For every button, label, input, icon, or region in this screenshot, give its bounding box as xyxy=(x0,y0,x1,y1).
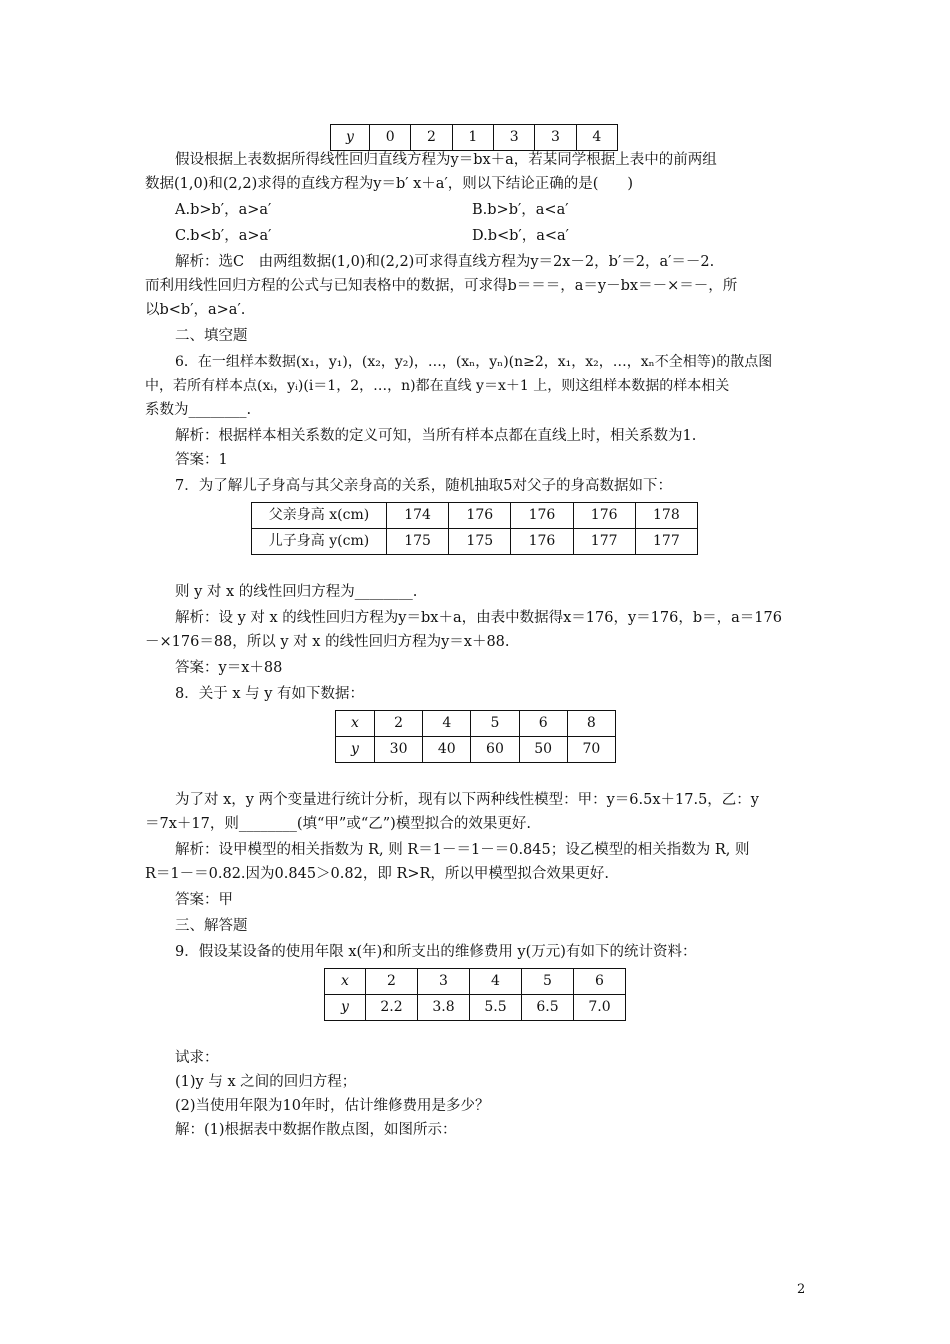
q7-analysis-line-2: －×176＝88，所以 y 对 x 的线性回归方程为y＝x＋88. xyxy=(145,634,510,650)
table-cell: 30 xyxy=(375,737,423,763)
table-header-cell: x xyxy=(336,711,375,737)
table-cell: 2 xyxy=(366,969,418,995)
table-header-cell: y xyxy=(331,125,370,151)
q5-analysis-line-3: 以b<b′，a>a′. xyxy=(145,302,246,318)
q9-ask: 试求： xyxy=(175,1050,219,1066)
table-cell: 177 xyxy=(635,529,697,555)
q5-option-c: C.b<b′，a>a′ xyxy=(175,228,272,244)
table-header-cell: x xyxy=(325,969,366,995)
table-cell: 3 xyxy=(535,125,576,151)
table-row xyxy=(331,125,618,151)
q8-analysis-line-2: R＝1－＝0.82.因为0.845＞0.82，即 R>R，所以甲模型拟合效果更好. xyxy=(145,866,610,882)
table-cell: 4 xyxy=(470,969,522,995)
q7-after-table: 则 y 对 x 的线性回归方程为________. xyxy=(175,584,418,600)
q5-option-d: D.b<b′，a<a′ xyxy=(472,228,569,244)
table-cell: 3 xyxy=(418,969,470,995)
table-header-cell: 儿子身高 y(cm) xyxy=(252,529,387,555)
q5-option-b: B.b>b′，a<a′ xyxy=(472,202,569,218)
section-2-title: 二、填空题 xyxy=(175,328,248,344)
q9-stem: 9．假设某设备的使用年限 x(年)和所支出的维修费用 y(万元)有如下的统计资料： xyxy=(175,944,697,960)
q9-part-1: (1)y 与 x 之间的回归方程； xyxy=(175,1074,357,1090)
table-cell: 6 xyxy=(519,711,567,737)
table-cell: 5 xyxy=(471,711,519,737)
table-cell: 176 xyxy=(449,503,511,529)
table-cell: 176 xyxy=(511,503,573,529)
table-cell: 1 xyxy=(452,125,493,151)
table-cell: 6.5 xyxy=(522,995,574,1021)
table-header-cell: y xyxy=(336,737,375,763)
q8-data-table xyxy=(335,710,616,763)
q5-analysis-line-1: 解析：选C 由两组数据(1,0)和(2,2)可求得直线方程为y＝2x－2，b′＝2，a′＝－2. xyxy=(175,254,715,270)
table-row xyxy=(252,503,698,529)
table-cell: 6 xyxy=(574,969,626,995)
table-cell: 3.8 xyxy=(418,995,470,1021)
page-number: 2 xyxy=(797,1282,806,1297)
q6-stem-line-3: 系数为________. xyxy=(145,402,252,418)
table-cell: 178 xyxy=(635,503,697,529)
table-cell: 176 xyxy=(573,503,635,529)
q8-stem: 8．关于 x 与 y 有如下数据： xyxy=(175,686,365,702)
table-cell: 40 xyxy=(423,737,471,763)
table-cell: 4 xyxy=(423,711,471,737)
table-cell: 2 xyxy=(411,125,452,151)
q6-stem-line-2: 中，若所有样本点(xᵢ，yᵢ)(i＝1，2，…，n)都在直线 y＝x＋1 上，则这组样本数据的样本相关 xyxy=(145,378,730,394)
q7-height-table xyxy=(251,502,698,555)
q6-answer: 答案：1 xyxy=(175,452,228,468)
table-header-cell: y xyxy=(325,995,366,1021)
table-cell: 3 xyxy=(493,125,534,151)
q8-analysis-line-1: 解析：设甲模型的相关指数为 R, 则 R＝1－＝1－＝0.845；设乙模型的相关指数为 R, 则 xyxy=(175,842,750,858)
table-row xyxy=(252,529,698,555)
table-cell: 175 xyxy=(387,529,449,555)
table-row xyxy=(325,969,626,995)
top-y-table xyxy=(330,124,618,151)
q5-stem-line-2: 数据(1,0)和(2,2)求得的直线方程为y＝b′ x＋a′，则以下结论正确的是( ) xyxy=(145,176,634,192)
table-cell: 5.5 xyxy=(470,995,522,1021)
table-row xyxy=(336,711,616,737)
q7-stem: 7．为了解儿子身高与其父亲身高的关系，随机抽取5对父子的身高数据如下： xyxy=(175,478,672,494)
q5-analysis-line-2: 而利用线性回归方程的公式与已知表格中的数据，可求得b＝＝＝，a＝y－bx＝－×＝－，所 xyxy=(145,278,738,294)
q9-solution: 解：(1)根据表中数据作散点图，如图所示： xyxy=(175,1122,457,1138)
table-cell: 70 xyxy=(567,737,615,763)
table-cell: 176 xyxy=(511,529,573,555)
q8-after-line-1: 为了对 x，y 两个变量进行统计分析，现有以下两种线性模型：甲：y＝6.5x＋17.5，乙：y xyxy=(175,792,759,808)
q9-part-2: (2)当使用年限为10年时，估计维修费用是多少？ xyxy=(175,1098,490,1114)
q7-answer: 答案：y＝x＋88 xyxy=(175,660,283,676)
table-cell: 2 xyxy=(375,711,423,737)
table-cell: 0 xyxy=(370,125,411,151)
table-cell: 8 xyxy=(567,711,615,737)
q6-analysis: 解析：根据样本相关系数的定义可知，当所有样本点都在直线上时，相关系数为1. xyxy=(175,428,697,444)
table-cell: 2.2 xyxy=(366,995,418,1021)
q8-after-line-2: ＝7x＋17，则________(填“甲”或“乙”)模型拟合的效果更好. xyxy=(145,816,531,832)
table-row xyxy=(325,995,626,1021)
q5-stem-line-1: 假设根据上表数据所得线性回归直线方程为y＝bx＋a，若某同学根据上表中的前两组 xyxy=(175,152,717,168)
q6-stem-line-1: 6．在一组样本数据(x₁，y₁)，(x₂，y₂)，…，(xₙ，yₙ)(n≥2，x₁，x₂，…，xₙ不全相等)的散点图 xyxy=(175,354,773,370)
q7-analysis-line-1: 解析：设 y 对 x 的线性回归方程为y＝bx＋a，由表中数据得x＝176，y＝176，b＝，a＝176 xyxy=(175,610,782,626)
q9-data-table xyxy=(324,968,626,1021)
table-header-cell: 父亲身高 x(cm) xyxy=(252,503,387,529)
table-cell: 177 xyxy=(573,529,635,555)
table-cell: 175 xyxy=(449,529,511,555)
section-3-title: 三、解答题 xyxy=(175,918,248,934)
table-cell: 4 xyxy=(576,125,617,151)
table-cell: 60 xyxy=(471,737,519,763)
q8-answer: 答案：甲 xyxy=(175,892,233,908)
table-cell: 50 xyxy=(519,737,567,763)
table-cell: 5 xyxy=(522,969,574,995)
table-row xyxy=(336,737,616,763)
q5-option-a: A.b>b′，a>a′ xyxy=(175,202,272,218)
table-cell: 7.0 xyxy=(574,995,626,1021)
table-cell: 174 xyxy=(387,503,449,529)
